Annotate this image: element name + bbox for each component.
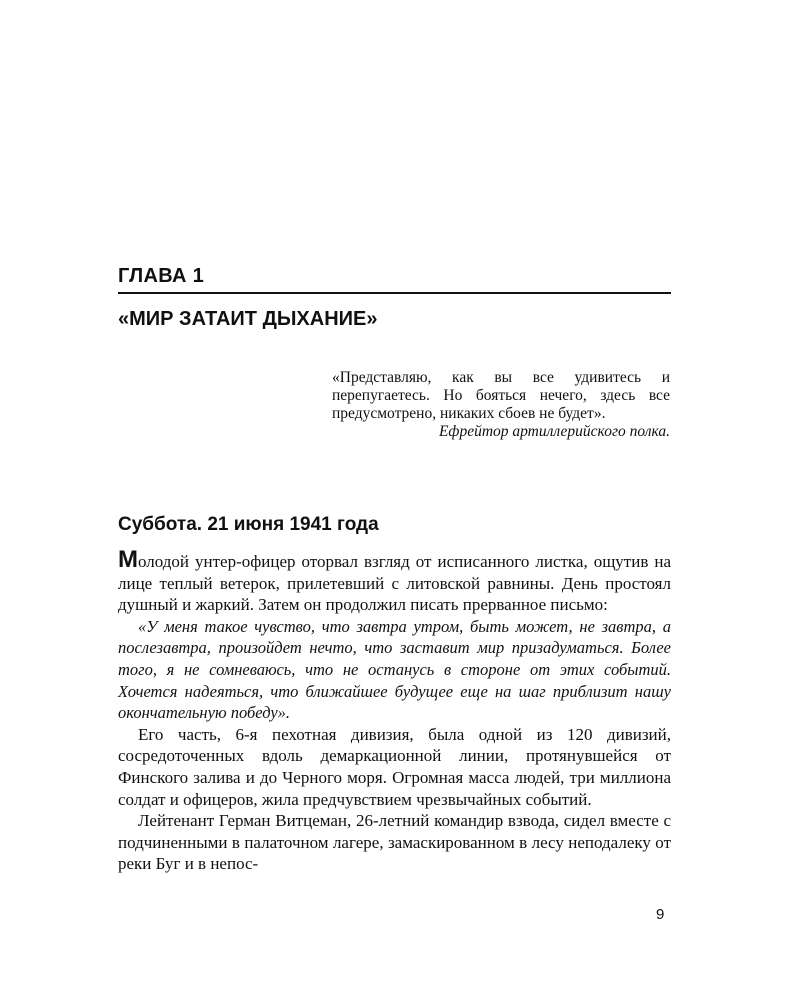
paragraph-1 (118, 546, 671, 616)
dropcap: М (118, 546, 138, 573)
epigraph-source: Ефрейтор артиллерийского полка. (438, 423, 670, 440)
paragraph-1-text: олодой унтер-офицер оторвал взгляд от исписанного листка, ощутив на лице теплый ветерок, прилетевший с литовской равнины. День простоял душный и жаркий. Затем он продолжил писать прерванное письмо: (118, 552, 671, 615)
chapter-label: ГЛАВА 1 (118, 265, 204, 287)
epigraph-text: «Представляю, как вы все удивитесь и перепугаетесь. Но бояться нечего, здесь все предусмотрено, никаких сбоев не будет». (332, 369, 670, 422)
chapter-divider (118, 292, 671, 294)
body-text (118, 546, 671, 875)
section-heading: Суббота. 21 июня 1941 года (118, 514, 379, 535)
page-number: 9 (656, 906, 665, 923)
epigraph (332, 369, 670, 441)
paragraph-3: Лейтенант Герман Витцеман, 26-летний командир взвода, сидел вместе с подчиненными в палаточном лагере, замаскированном в лесу неподалеку от реки Буг и в непос- (118, 811, 671, 874)
letter-quote: «У меня такое чувство, что завтра утром, быть может, не завтра, а послезавтра, произойдет нечто, что заставит мир призадуматься. Более того, я не сомневаюсь, что не останусь в стороне от этих событий. Хочется надеяться, что ближайшее будущее еще на шаг приблизит нашу окончательную победу». (118, 616, 671, 723)
paragraph-2: Его часть, 6-я пехотная дивизия, была одной из 120 дивизий, сосредоточенных вдоль демаркационной линии, протянувшейся от Финского залива и до Черного моря. Огромная масса людей, три миллиона солдат и офицеров, жила предчувствием чрезвычайных событий. (118, 724, 671, 809)
chapter-title: «МИР ЗАТАИТ ДЫХАНИЕ» (118, 308, 378, 330)
